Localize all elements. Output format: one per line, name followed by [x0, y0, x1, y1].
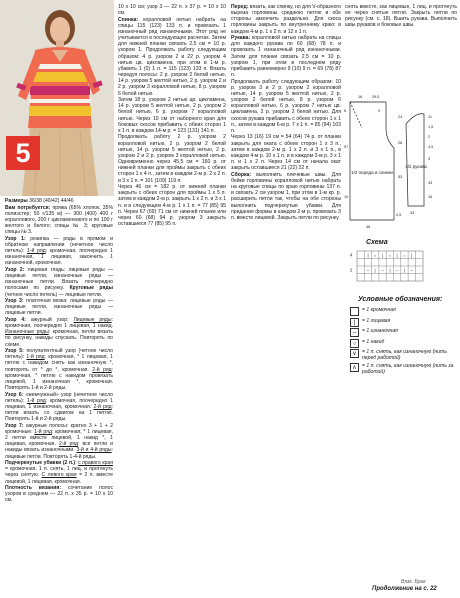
pattern-drawing [342, 88, 458, 236]
legend-item [350, 318, 456, 327]
paragraph: Узор 5: полупатентный узор (четное число петель): 1-й ряд: кромочная, * 1 лицевая, 1 петлю с накидом снять как изнаночную *, повторять от * до *, кромочная. 2-й ряд: кромочная, * петлю с накидом провязать лицевой, 1 изнаночная *, кромочная. Повторять 1-й и 2-й ряды. [5, 348, 113, 392]
dimension-label: 2,5 [396, 213, 402, 217]
paragraph: Узор 2: лицевая гладь: лицевые ряды — лицевые петли, изнаночные ряды — изнаночные петли. Вязать поочередно полосами по рисунку. Круговые ряды (четное число петель) — лицевые петли. [5, 266, 113, 298]
dimension-label: 28 [398, 141, 403, 145]
dimension-label: 3 [428, 157, 431, 161]
legend-symbol-icon: ○ [350, 339, 359, 348]
paragraph: Плотность вязания: сочетание полос узоров в среднем — 22 п. х 35 р. = 10 х 10 см. [5, 485, 113, 504]
svg-text:|: | [381, 252, 384, 258]
continued-note: Продолжение на с. 22 [372, 586, 437, 592]
paragraph: Через 13 (16) 19 см = 54 (64) 74 р. от планки закрыть для оката с обеих сторон 1 х 3 п., затем в каждом 2-м р. 1 х 2 п. и 3 х 1 п., в каждом 4-м р. 10 х 1 п. и в каждом 2-м р. 3 х 1 п. и 1 х 2 п. Через 14 см от начала окат закрыть оставшиеся 21 (22) 22 п. [231, 134, 341, 172]
legend-symbol-icon: ∧ [350, 363, 359, 372]
dimension-label: 1,5 [428, 125, 434, 129]
svg-text:|: | [403, 267, 406, 273]
dimension-label: 10 [344, 195, 349, 199]
paragraph: Узор 4: ажурный узор: Лицевые ряды: кромочная, поочередно 1 лицевая, 1 накид. Изнаночные ряды: кромочная, петли вязать по рисунку, накиды спускать. Повторять по схеме. [5, 316, 113, 348]
dimension-label: 16 [358, 95, 363, 99]
legend-title: Условные обозначения: [358, 296, 443, 303]
text-column-2 [118, 4, 226, 580]
signature: Вязк. Брик [401, 579, 426, 585]
scheme-grid [349, 249, 427, 285]
pattern-number-badge: 5 [6, 136, 40, 170]
dimension-label: 11 [428, 115, 432, 119]
legend-symbol-icon: | [350, 318, 359, 327]
dimension-label: 16 [428, 195, 433, 199]
paragraph: Затем 18 р. узором 2 нитью цв. цикламена, 14 р. узором 5 желтой нитью, 2 р. узором 2 белой нитью, 6 р. узором 7 коралловой нитью. Через 10 см от наборного края для боковых скосов прибавить с обеих сторон 1 х 1 п. в каждом 14-м р. = 123 (131) 141 п. [118, 97, 226, 134]
legend-symbol-icon [350, 307, 359, 316]
legend-item [350, 349, 456, 361]
front-back-label: 1/2 переда и спинки [351, 170, 393, 175]
sleeve-label: 1/2 рукава [405, 164, 427, 169]
body-outline [350, 102, 394, 220]
dimension-label: 53 [398, 175, 403, 179]
text-column-4 [345, 4, 457, 88]
paragraph: Продолжать работу следующим образом: 10 р. узором 3 и 2 р. узором 2 коралловой нитью, 14 р. узором 5 желтой нитью, 2 р. узором 2 белой нитью, 8 р. узором 6 коралловой нитью, 6 р. узором 7 нитью цв. цикламена, 2 р. узором 2 белой нитью. Для скосов рукава прибавить с обеих сторон 1 х 1 п., затем в каждом 6-м р. 7 х 1 п. = 85 (94) 103 п. [231, 78, 341, 134]
paragraph: Узор 1: резинка — ряды в прямом и обратном направлении (нечетное число петель): 1-й ряд: кромочная, поочередно 1 изнаночная, 1 лицевая, закончить 1 изнаночной, кромочная. [5, 235, 113, 267]
dimension-labels [344, 95, 433, 229]
paragraph: 10 х 10 см; узор 3 — 22 п. х 37 р. = 10 х 10 см. [118, 4, 226, 17]
paragraph: Перед: вязать, как спинку, но для V-образного выреза горловины среднюю петлю и обе стороны закончить раздельно. Для скоса горловины закрыть по внутреннему краю: в каждом 4-м р. 1 х 2 п. и 12 х 1 п. [231, 4, 341, 35]
dimension-label: 2 [428, 135, 431, 139]
svg-text:○: ○ [403, 252, 406, 258]
legend-text: = 1 кромочная [362, 307, 396, 313]
paragraph: Узор 3: платочная вязка: лицевые ряды — лицевые петли, изнаночные ряды — лицевые петли. [5, 298, 113, 317]
paragraph: Узор 6: «жемчужный» узор (нечетное число петель): 1-й ряд: кромочная, поочередно 1 лицевая, 1 изнаночная, кромочная. 2-й ряд: петли вязать со сдвигом на 1 петлю. Повторять 1-й и 2-й ряды. [5, 391, 113, 423]
scheme-title: Схема [366, 239, 388, 246]
svg-text:○: ○ [373, 252, 377, 258]
legend-text: = 1 лицевая [362, 317, 391, 324]
svg-text:|: | [374, 267, 376, 273]
legend-item [350, 328, 456, 337]
paragraph: Через 46 см = 182 р. от нижней планки закрыть с обеих сторон для проймы 1 х 5 п. затем в каждом 2-м р. закрыть 1 х 2 п. и 3 х 1 п. и в следующем 4-м р. 1 х 1 п. = 77 (85) 95 п. Через 67 (69) 71 см от нижней планки или через 60 (68) 94 р. узором 3 закрыть оставшиеся 77 (85) 95 п. [118, 184, 226, 228]
dimension-label: 6 [344, 109, 347, 113]
legend-item [350, 307, 456, 316]
paragraph: Вам потребуется: пряжа (65% хлопок, 35% полиэстер; 50 г/135 м) — 300 (400) 400 г кораллового, 200 г цикламенового и по 100 г желтого и белого; спицы № 3; круговые спицы № 3. [5, 204, 113, 236]
scheme-row-label: 4 [350, 252, 353, 258]
paragraph: Рукава: коралловой нитью набрать на спицы для каждого рукава по 60 (68) 78 п. и провязать 1 изнаночный ряд изнаночными. Затем для планки связать 2,5 см = 10 р. узором 1, при этом в последнем ряду прибавить равномерно 9 (10) 9 п. = 69 (78) 87 п. [231, 35, 341, 79]
svg-text:|: | [411, 252, 413, 258]
svg-text:–: – [395, 267, 399, 273]
svg-text:○: ○ [388, 252, 392, 258]
scheme-row-label: 2 [350, 267, 353, 273]
svg-text:–: – [366, 267, 370, 273]
paragraph: Размеры 36/38 (40/42) 44/46 [5, 198, 74, 204]
svg-text:|: | [396, 252, 398, 258]
legend-item [350, 363, 456, 375]
legend-item [350, 339, 456, 348]
paragraph: Спинка: коралловой нитью набрать на спицы 115 (123) 133 п. и провязать 1 изнаночный ряд изнаночными. Этот ряд не учитывается в последующих расчетах. Затем для нижней планки связать 2,5 см = 10 р. узором 1. Продолжать работу следующим образом: 4 р. узором 2 и 22 р. узором 4 нитью цв. цикламена, при этом в 1-м р. убавить 1 (0) 1 п. = 115 (123) 133 п. Вязать чередуя полосы: 2 р. узором 2 белой нитью, 14 р. узором 5 желтой нитью, 2 р. узором 2 и 2 р. узором 3 коралловой нитью, 8 р. узором 6 белой нитью. [118, 16, 226, 97]
sleeve-outline [406, 114, 424, 206]
legend-text: = 1 накид [362, 338, 385, 345]
text-column-1 [5, 198, 113, 580]
paragraph: снять вместе, как лицевые, 1 лиц. и протянуть ее через снятые петли. Закрыть петли по рисунку (см. с. 18). Вшить рукава. Выполнить швы рукавов и боковые швы. [345, 4, 457, 29]
legend-text: = 1 изнаночная [362, 328, 398, 334]
dimension-label: 4,5 [428, 145, 434, 149]
svg-text:–: – [381, 267, 384, 273]
dimension-label: 9 [378, 109, 381, 113]
legend-symbol-icon: – [350, 328, 359, 337]
dimension-label: 24 [398, 115, 403, 119]
paragraph: Узор 7: ажурные полосы: кратно 3 + 1 + 2 кромочные: 1-й ряд: кромочная, * 1 лицевая, 2 петли вместе лицевой, 1 накид *, 1 лицевая, кромочная. 2-й ряд: все петли и накиды вязать изнаночными. 3-й и 4-й ряды: лицевые петли. Повторять 1-4-й ряды. [5, 422, 113, 460]
svg-text:–: – [410, 267, 413, 273]
svg-text:|: | [367, 252, 369, 258]
dimension-label: 33 [410, 211, 415, 215]
legend-symbol-icon: ∨ [350, 349, 359, 358]
legend-text: = 1 п. снять, как изнаночную (нить за работой) [362, 362, 454, 375]
paragraph: Подчеркнутые убавки (2 п.): с правого края = кромочная, 1 п. снять, 1 лиц. и протянуть через снятую. С левого края = 2 п. вместе лицевой, 1 лицевая, кромочная. [5, 460, 113, 485]
dimension-label: 29,5 [372, 95, 380, 99]
dimension-label: 43 [428, 181, 433, 185]
text-column-3 [231, 4, 341, 580]
dimension-label: 57 [344, 145, 349, 149]
paragraph: Продолжать работу 2 р. узором 2 коралловой нитью, 2 р. узором 2 белой нитью, 14 р. узором 5 желтой нитью, 2 р. узором 2 и 2 р. узором 3 коралловой нитью. Одновременно через 45,5 см = 160 р. от нижней планки для проймы закрыть с обеих сторон 1 х 4 п., затем в каждом 2-м р. 2 х 2 п. и 3 х 1 п. = 101 (109) 119 п. [118, 134, 226, 184]
paragraph: Сборка: выполнить плечевые швы. Для бейки горловины коралловой нитью набрать на круговые спицы по краю горловины 137 п. и связать 2 см узором 1, при этом в 1-м кр. р. расширить петли так, чтобы на обе стороны выполнить подчеркнутые убавки. Для придания формы в каждом 2-м р. провязать 3 п. вместе лицевой. Закрыть петли по рисунку. [231, 171, 341, 221]
dimension-label: 46 [366, 225, 371, 229]
legend [350, 307, 456, 376]
svg-text:|: | [389, 267, 391, 273]
legend-text: = 1 п. снять, как изнаночную (нить перед работой) [362, 349, 447, 361]
